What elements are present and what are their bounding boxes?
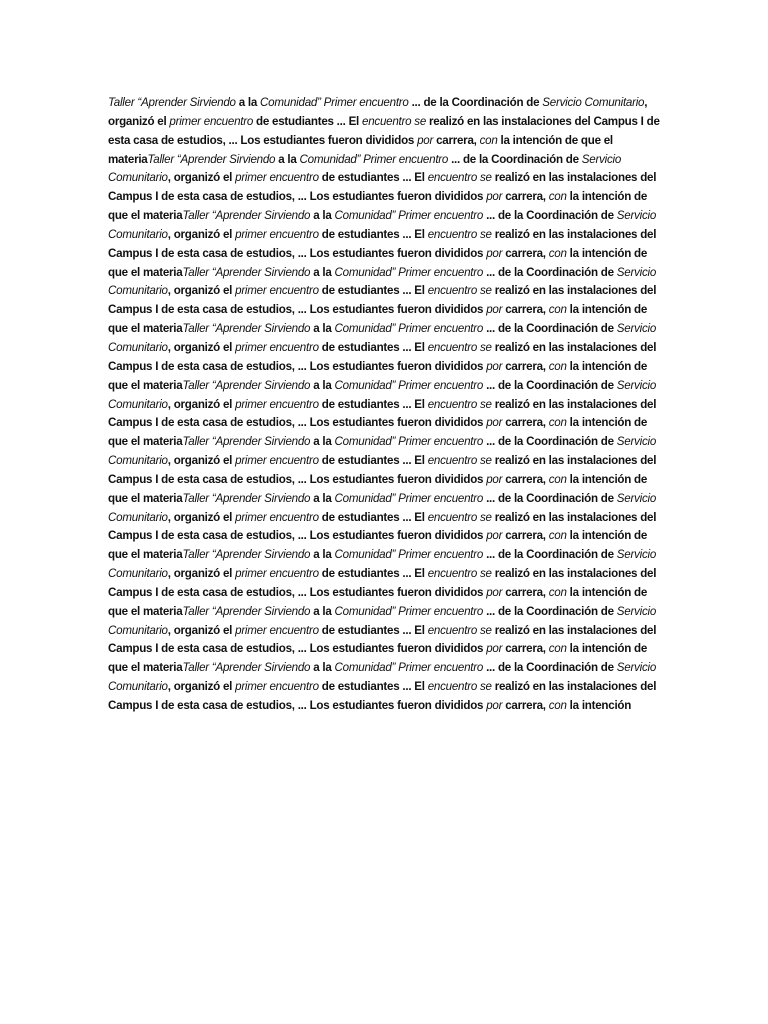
italic-text-segment: Comunidad” Primer encuentro xyxy=(334,548,484,562)
italic-text-segment: encuentro se xyxy=(427,397,492,411)
text-segment: realizó en las instalaciones del Campus I de esta casa de estudios, ... Los estudiantes fueron divididos xyxy=(108,171,657,204)
text-segment: ... de la Coordinación de xyxy=(448,152,582,166)
italic-text-segment: primer encuentro xyxy=(235,227,319,241)
text-segment: de estudiantes ... El xyxy=(253,114,362,128)
italic-text-segment: Servicio Comunitario xyxy=(108,209,657,241)
text-segment: realizó en las instalaciones del Campus I de esta casa de estudios, ... Los estudiantes fueron divididos xyxy=(108,227,657,260)
italic-text-segment: Taller “Aprender Sirviendo xyxy=(182,548,311,562)
italic-text-segment: por xyxy=(417,133,434,147)
text-segment: carrera, xyxy=(502,642,549,656)
text-segment: realizó en las instalaciones del Campus I de esta casa de estudios, ... Los estudiantes fueron divididos xyxy=(108,510,657,543)
text-segment: carrera, xyxy=(502,585,549,599)
italic-text-segment: con xyxy=(548,699,567,712)
italic-text-segment: por xyxy=(486,529,503,543)
text-segment: ... de la Coordinación de xyxy=(483,378,617,392)
text-segment: la intención de que el materia xyxy=(108,359,648,392)
italic-text-segment: Servicio Comunitario xyxy=(108,604,657,637)
text-segment: de estudiantes ... El xyxy=(318,510,428,524)
italic-text-segment: Comunidad” Primer encuentro xyxy=(334,265,484,279)
text-segment: a la xyxy=(310,435,335,449)
italic-text-segment: Taller “Aprender Sirviendo xyxy=(182,322,311,336)
text-segment: ... de la Coordinación de xyxy=(483,548,617,562)
body-paragraph xyxy=(108,94,664,716)
text-segment: de estudiantes ... El xyxy=(318,454,428,468)
text-segment: ... de la Coordinación de xyxy=(483,491,617,505)
text-segment: carrera, xyxy=(502,529,549,543)
text-segment: , organizó el xyxy=(167,171,236,185)
text-segment: de estudiantes ... El xyxy=(318,340,428,354)
italic-text-segment: primer encuentro xyxy=(235,454,319,468)
text-segment: realizó en las instalaciones del Campus I de esta casa de estudios, ... Los estudiantes fueron divididos xyxy=(108,284,657,317)
italic-text-segment: Taller “Aprender Sirviendo xyxy=(182,265,311,279)
text-segment: carrera, xyxy=(502,190,549,204)
text-segment: , organizó el xyxy=(167,623,236,637)
text-segment: , organizó el xyxy=(167,567,236,581)
text-segment: la intención de que el materia xyxy=(108,133,613,166)
italic-text-segment: encuentro se xyxy=(362,114,427,128)
italic-text-segment: primer encuentro xyxy=(235,623,319,637)
text-segment: realizó en las instalaciones del Campus I de esta casa de estudios, ... Los estudiantes fueron divididos xyxy=(108,397,657,430)
text-segment: ... de la Coordinación de xyxy=(483,435,617,449)
text-segment: la intención de que el materia xyxy=(108,246,648,279)
italic-text-segment: Taller “Aprender Sirviendo xyxy=(182,209,311,223)
document-page xyxy=(108,94,664,716)
text-segment: ... de la Coordinación de xyxy=(483,209,617,223)
italic-text-segment: primer encuentro xyxy=(169,114,254,128)
text-segment: la intención de que el materia xyxy=(108,190,648,223)
italic-text-segment: primer encuentro xyxy=(235,284,319,298)
italic-text-segment: Comunidad” Primer encuentro xyxy=(334,378,484,392)
text-segment: ... de la Coordinación de xyxy=(408,96,543,109)
text-segment: la intención de que el materia xyxy=(108,585,648,618)
text-segment: de estudiantes ... El xyxy=(318,397,428,411)
italic-text-segment: con xyxy=(548,585,567,599)
italic-text-segment: Servicio Comunitario xyxy=(108,152,622,185)
text-segment: a la xyxy=(310,322,335,336)
text-segment: , organizó el xyxy=(108,96,648,128)
italic-text-segment: Taller “Aprender Sirviendo xyxy=(182,604,311,618)
text-segment: carrera, xyxy=(502,472,549,486)
text-segment: realizó en las instalaciones del Campus I de esta casa de estudios, ... Los estudiantes fueron divididos xyxy=(108,454,657,486)
italic-text-segment: Taller “Aprender Sirviendo xyxy=(182,378,311,392)
italic-text-segment: por xyxy=(486,472,503,486)
text-segment: , organizó el xyxy=(167,227,236,241)
italic-text-segment: primer encuentro xyxy=(235,567,319,581)
text-segment: de estudiantes ... El xyxy=(318,227,428,241)
text-segment: la intención de que el materia xyxy=(108,642,648,675)
text-segment: a la xyxy=(310,548,335,562)
text-segment: a la xyxy=(310,209,335,223)
text-segment: , organizó el xyxy=(167,340,236,354)
text-segment: ... de la Coordinación de xyxy=(483,661,617,675)
text-segment: carrera, xyxy=(502,699,549,712)
text-segment: la intención xyxy=(566,699,632,712)
text-segment: a la xyxy=(310,265,335,279)
italic-text-segment: Comunidad” Primer encuentro xyxy=(299,152,449,166)
italic-text-segment: encuentro se xyxy=(427,284,492,298)
text-segment: de estudiantes ... El xyxy=(318,567,428,581)
text-segment: carrera, xyxy=(502,303,549,317)
italic-text-segment: encuentro se xyxy=(427,680,492,694)
italic-text-segment: Servicio Comunitario xyxy=(108,435,657,468)
text-segment: de estudiantes ... El xyxy=(318,284,428,298)
italic-text-segment: Servicio Comunitario xyxy=(108,548,657,581)
italic-text-segment: por xyxy=(486,585,503,599)
italic-text-segment: con xyxy=(548,472,567,486)
italic-text-segment: Servicio Comunitario xyxy=(542,96,645,109)
text-segment: la intención de que el materia xyxy=(108,416,648,449)
italic-text-segment: con xyxy=(548,642,567,656)
italic-text-segment: encuentro se xyxy=(427,510,492,524)
italic-text-segment: Servicio Comunitario xyxy=(108,322,657,354)
text-segment: , organizó el xyxy=(167,510,236,524)
italic-text-segment: Comunidad” Primer encuentro xyxy=(334,322,484,336)
text-segment: a la xyxy=(310,604,335,618)
italic-text-segment: primer encuentro xyxy=(235,340,319,354)
italic-text-segment: con xyxy=(548,416,567,430)
text-segment: carrera, xyxy=(433,133,480,147)
italic-text-segment: primer encuentro xyxy=(235,510,319,524)
italic-text-segment: Servicio Comunitario xyxy=(108,491,657,524)
text-segment: ... de la Coordinación de xyxy=(483,265,617,279)
italic-text-segment: encuentro se xyxy=(427,454,492,468)
italic-text-segment: por xyxy=(486,699,503,712)
text-segment: , organizó el xyxy=(167,397,236,411)
text-segment: a la xyxy=(310,491,335,505)
italic-text-segment: con xyxy=(548,303,567,317)
italic-text-segment: Servicio Comunitario xyxy=(108,265,657,298)
text-segment: realizó en las instalaciones del Campus I de esta casa de estudios, ... Los estudiantes fueron divididos xyxy=(108,340,657,373)
italic-text-segment: encuentro se xyxy=(427,171,492,185)
italic-text-segment: primer encuentro xyxy=(235,397,319,411)
text-segment: a la xyxy=(275,152,300,166)
italic-text-segment: por xyxy=(486,416,503,430)
italic-text-segment: Taller “Aprender Sirviendo xyxy=(182,491,311,505)
text-segment: , organizó el xyxy=(167,284,236,298)
italic-text-segment: Servicio Comunitario xyxy=(108,378,657,411)
italic-text-segment: con xyxy=(548,529,567,543)
text-segment: , organizó el xyxy=(167,680,236,694)
text-segment: a la xyxy=(235,96,261,109)
text-segment: la intención de que el materia xyxy=(108,529,648,562)
italic-text-segment: encuentro se xyxy=(427,567,492,581)
italic-text-segment: Comunidad” Primer encuentro xyxy=(334,209,484,223)
text-segment: la intención de que el materia xyxy=(108,472,648,505)
text-segment: a la xyxy=(310,661,335,675)
italic-text-segment: Taller “Aprender Sirviendo xyxy=(108,96,236,109)
text-segment: realizó en las instalaciones del Campus I de esta casa de estudios, ... Los estudiantes fueron divididos xyxy=(108,680,657,712)
italic-text-segment: por xyxy=(486,303,503,317)
italic-text-segment: encuentro se xyxy=(427,340,492,354)
italic-text-segment: Taller “Aprender Sirviendo xyxy=(182,661,311,675)
italic-text-segment: primer encuentro xyxy=(235,680,319,694)
text-segment: ... de la Coordinación de xyxy=(483,322,617,336)
italic-text-segment: Comunidad” Primer encuentro xyxy=(334,435,484,449)
text-segment: carrera, xyxy=(502,359,549,373)
italic-text-segment: con xyxy=(548,359,567,373)
italic-text-segment: con xyxy=(548,190,567,204)
italic-text-segment: Comunidad” Primer encuentro xyxy=(334,661,484,675)
text-segment: a la xyxy=(310,378,335,392)
text-segment: realizó en las instalaciones del Campus I de esta casa de estudios, ... Los estudiantes fueron divididos xyxy=(108,567,657,599)
italic-text-segment: con xyxy=(548,246,567,260)
italic-text-segment: Taller “Aprender Sirviendo xyxy=(182,435,311,449)
text-segment: , organizó el xyxy=(167,454,236,468)
text-segment: ... de la Coordinación de xyxy=(483,604,617,618)
text-segment: realizó en las instalaciones del Campus I de esta casa de estudios, ... Los estudiantes fueron divididos xyxy=(108,623,657,656)
text-segment: carrera, xyxy=(502,416,549,430)
italic-text-segment: encuentro se xyxy=(427,623,492,637)
italic-text-segment: Comunidad” Primer encuentro xyxy=(334,604,484,618)
text-segment: realizó en las instalaciones del Campus I de esta casa de estudios, ... Los estudiantes fueron divididos xyxy=(108,114,660,147)
italic-text-segment: por xyxy=(486,190,503,204)
italic-text-segment: Comunidad” Primer encuentro xyxy=(334,491,484,505)
text-segment: de estudiantes ... El xyxy=(318,680,428,694)
italic-text-segment: con xyxy=(479,133,498,147)
italic-text-segment: Servicio Comunitario xyxy=(108,661,657,694)
italic-text-segment: encuentro se xyxy=(427,227,492,241)
italic-text-segment: por xyxy=(486,246,503,260)
italic-text-segment: por xyxy=(486,642,503,656)
italic-text-segment: Comunidad” Primer encuentro xyxy=(260,96,409,109)
text-segment: la intención de que el materia xyxy=(108,303,648,336)
text-segment: de estudiantes ... El xyxy=(318,623,428,637)
text-segment: carrera, xyxy=(502,246,549,260)
italic-text-segment: Taller “Aprender Sirviendo xyxy=(147,152,276,166)
italic-text-segment: por xyxy=(486,359,503,373)
italic-text-segment: primer encuentro xyxy=(235,171,319,185)
text-segment: de estudiantes ... El xyxy=(318,171,428,185)
